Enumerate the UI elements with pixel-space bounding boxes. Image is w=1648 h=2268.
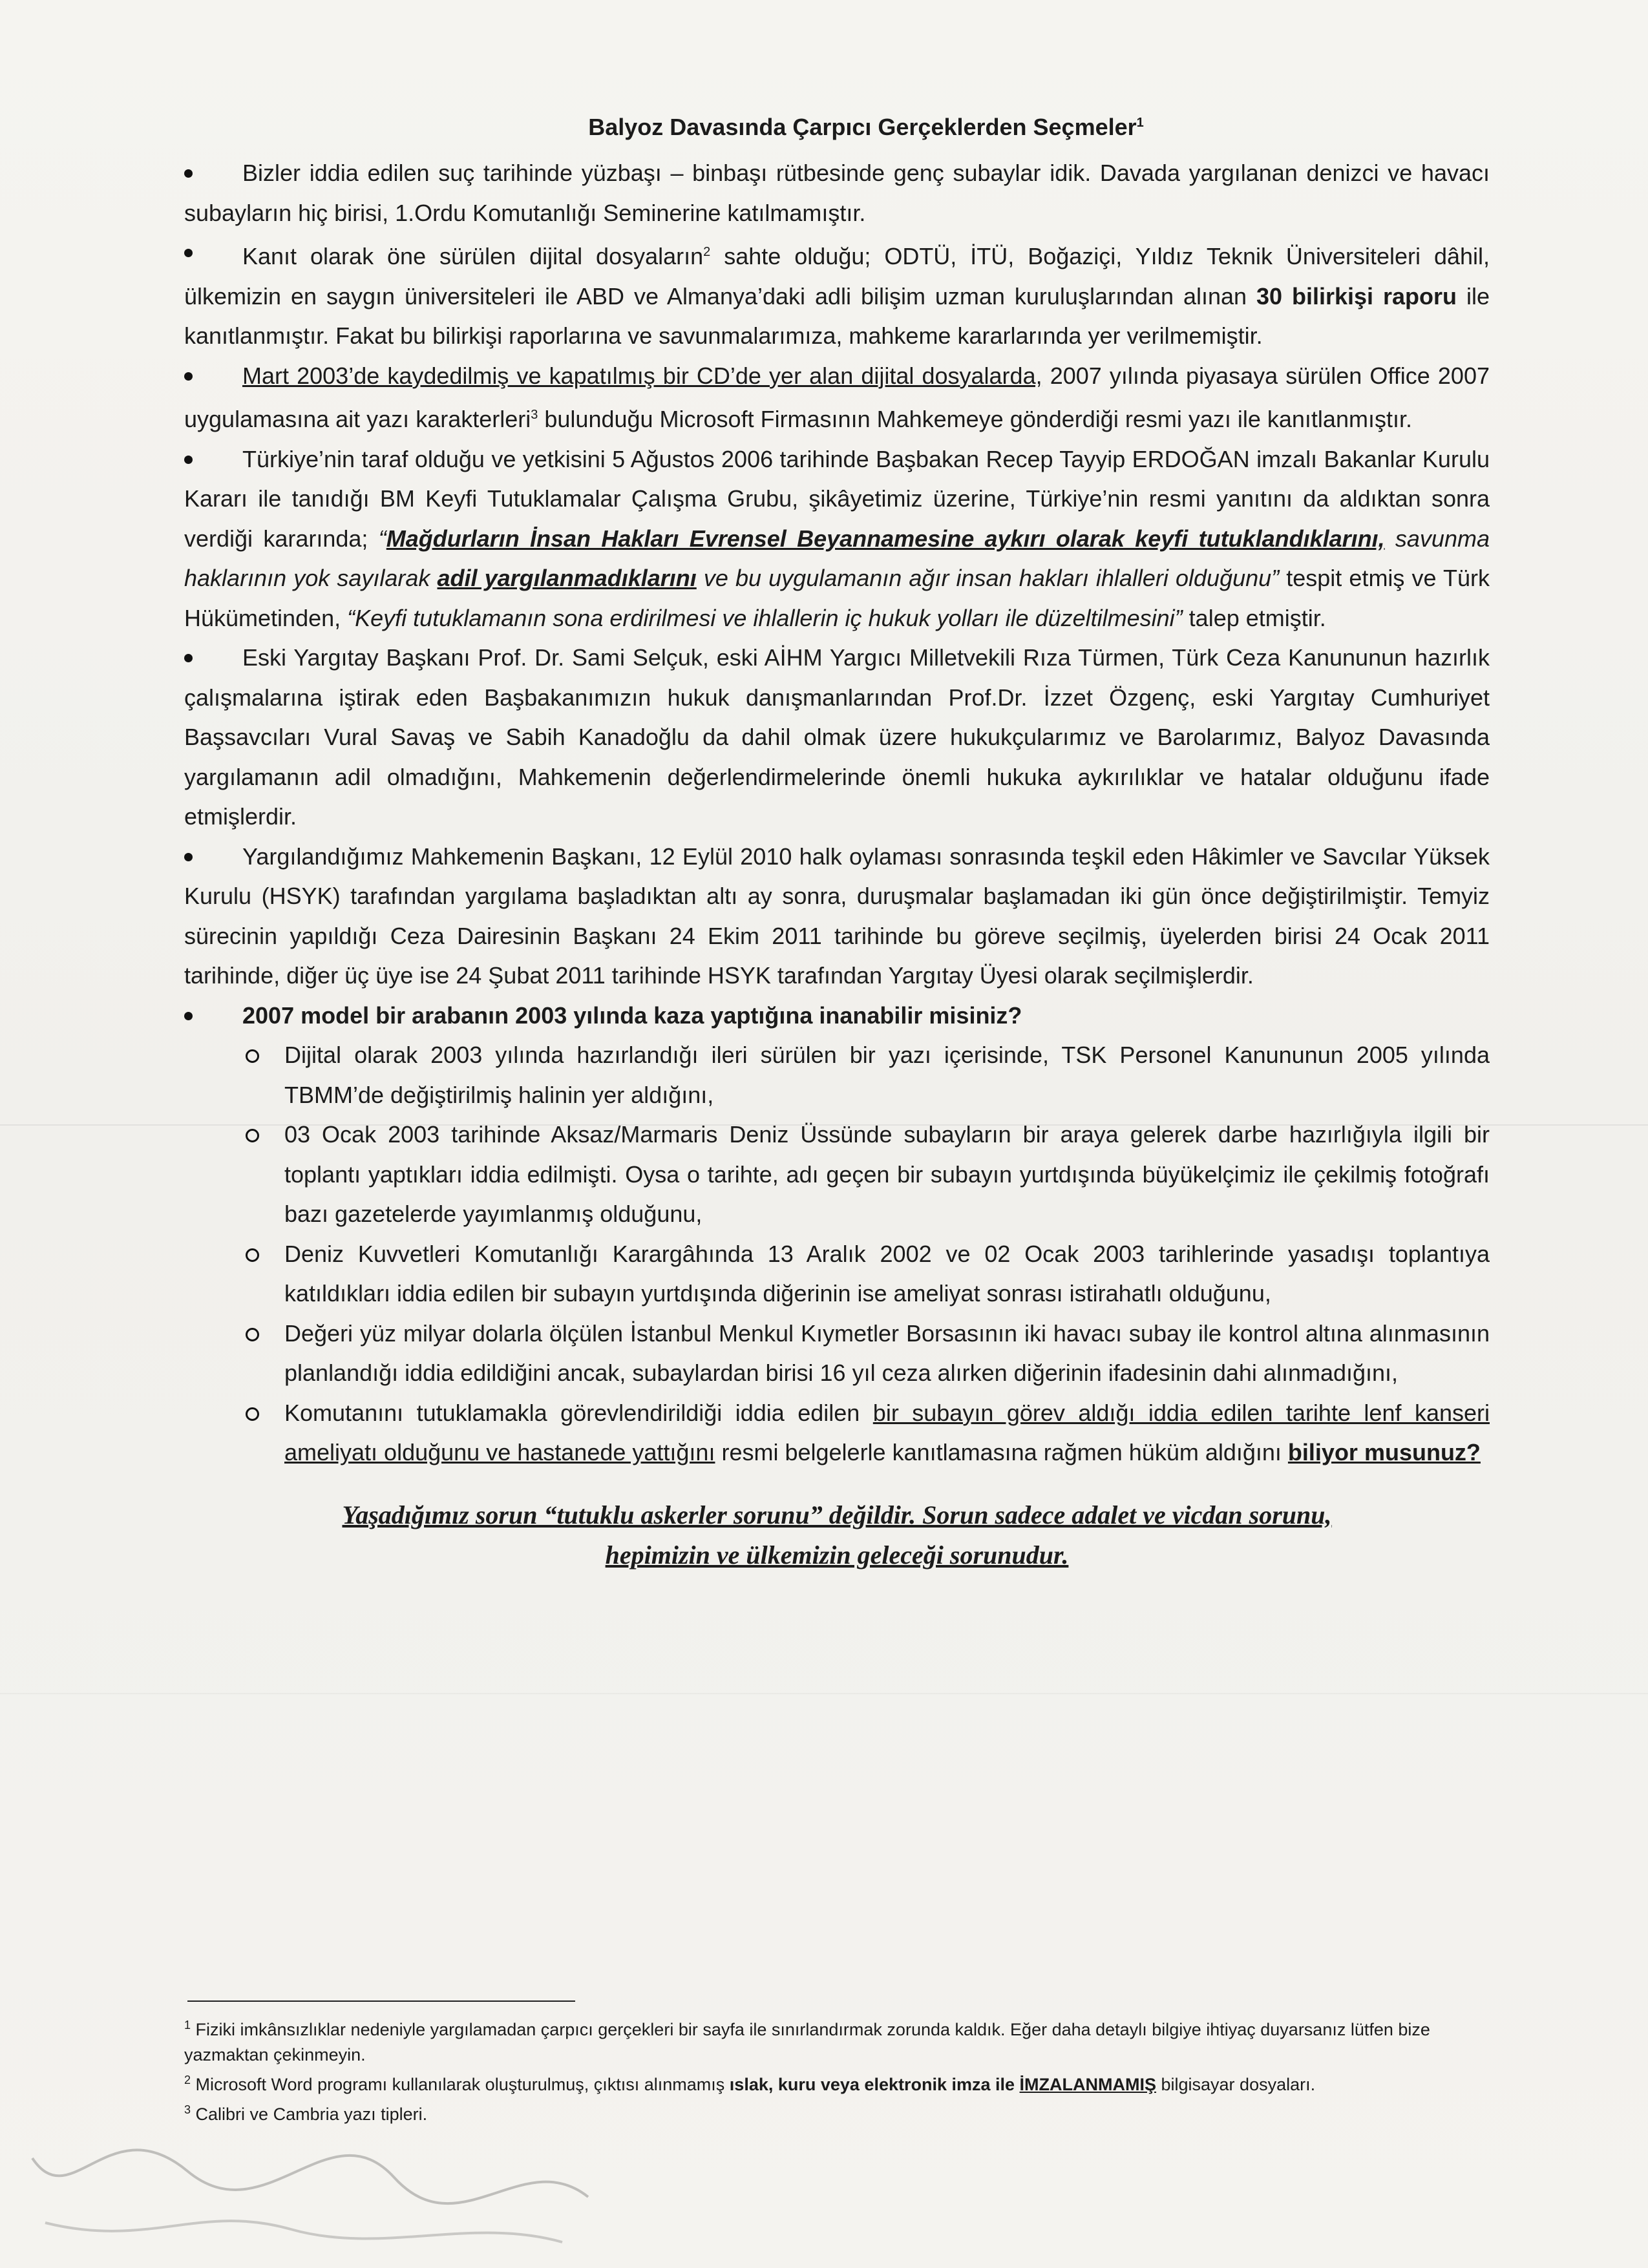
circle-bullet-icon xyxy=(246,1328,259,1341)
document-title: Balyoz Davasında Çarpıcı Gerçeklerden Seçmeler$^1$ xyxy=(588,114,1144,140)
bullet-dot-icon xyxy=(184,372,193,381)
document-body xyxy=(184,103,1490,1575)
bullet-item: 2007 model bir arabanın 2003 yılında kaza yaptığına inanabilir misiniz? xyxy=(184,996,1490,1036)
closing-line-2: hepimizin ve ülkemizin geleceği sorunudur. xyxy=(605,1540,1069,1570)
bullet-dot-icon xyxy=(184,853,193,861)
sub-item: 03 Ocak 2003 tarihinde Aksaz/Marmaris Deniz Üssünde subayların bir araya gelerek darbe hazırlığıyla ilgili bir toplantı yaptıkları iddia edilmişti. Oysa o tarihte, adı geçen bir subayın yurtdışında büyükelçimiz ile çekilmiş fotoğrafı bazı gazetelerde yayımlanmış olduğunu, xyxy=(246,1115,1490,1234)
circle-bullet-icon xyxy=(246,1248,259,1262)
bullet-dot-icon xyxy=(184,654,193,662)
circle-bullet-icon xyxy=(246,1049,259,1063)
sub-item: Dijital olarak 2003 yılında hazırlandığı ileri sürülen bir yazı içerisinde, TSK Personel Kanununun 2005 yılında TBMM’de değiştirilmiş halinin yer aldığını, xyxy=(246,1035,1490,1115)
bullet-item: Bizler iddia edilen suç tarihinde yüzbaşı – binbaşı rütbesinde genç subaylar idik. Davada yargılanan denizci ve havacı subayların hiç birisi, 1.Ordu Komutanlığı Seminerine katılmamıştır. xyxy=(184,160,1490,226)
bullet-item: Kanıt olarak öne sürülen dijital dosyaların$^2$ sahte olduğu; ODTÜ, İTÜ, Boğaziçi, Yıldız Teknik Üniversiteleri dâhil, ülkemizin en saygın üniversiteleri ile ABD ve Almanya’daki adli bilişim uzman kuruluşlarından alınan 30 bilirkişi raporu ile kanıtlanmıştır. Fakat bu bilirkişi raporlarına ve savunmalarımıza, mahkeme kararlarında yer verilmemiştir. xyxy=(184,243,1490,349)
footnote-2: $^2$ Microsoft Word programı kullanılarak oluşturulmuş, çıktısı alınmamış ıslak, kuru veya elektronik imza ile İMZALANMAMIŞ bilgisayar dosyaları. xyxy=(184,2074,1316,2094)
bleed-through-signature xyxy=(19,2119,601,2262)
bullet-dot-icon xyxy=(184,1012,193,1020)
footnote-divider xyxy=(187,2000,575,2002)
footnotes xyxy=(184,2013,1490,2127)
bullet-item: Türkiye’nin taraf olduğu ve yetkisini 5 Ağustos 2006 tarihinde Başbakan Recep Tayyip ERDOĞAN imzalı Bakanlar Kurulu Kararı ile tanıdığı BM Keyfi Tutuklamalar Çalışma Grubu, şikâyetimiz üzerine, Türkiye’nin resmi yanıtını da aldıktan sonra verdiği kararında; “Mağdurların İnsan Hakları Evrensel Beyannamesine aykırı olarak keyfi tutuklandıklarını, savunma haklarının yok sayılarak adil yargılanmadıklarını ve bu uygulamanın ağır insan hakları ihlalleri olduğunu” tespit etmiş ve Türk Hükümetinden, “Keyfi tutuklamanın sona erdirilmesi ve ihlallerin iç hukuk yolları ile düzeltilmesini” talep etmiştir. xyxy=(184,445,1490,631)
bullet-list xyxy=(184,153,1490,1035)
closing-statement xyxy=(184,1495,1490,1575)
sub-list xyxy=(184,1035,1490,1473)
sub-item: Deniz Kuvvetleri Komutanlığı Karargâhında 13 Aralık 2002 ve 02 Ocak 2003 tarihlerinde yasadışı toplantıya katıldıkları iddia edilen bir subayın yurtdışında diğerinin ise ameliyat sonrası istirahatlı olduğunu, xyxy=(246,1234,1490,1314)
bullet-item: Mart 2003’de kaydedilmiş ve kapatılmış bir CD’de yer alan dijital dosyalarda, 2007 yılında piyasaya sürülen Office 2007 uygulamasına ait yazı karakterleri$^3$ bulunduğu Microsoft Firmasının Mahkemeye gönderdiği resmi yazı ile kanıtlanmıştır. xyxy=(184,362,1490,432)
sub-item: Komutanını tutuklamakla görevlendirildiği iddia edilen bir subayın görev aldığı iddia edilen tarihte lenf kanseri ameliyatı olduğunu ve hastanede yattığını resmi belgelerle kanıtlamasına rağmen hüküm aldığını biliyor musunuz? xyxy=(246,1393,1490,1473)
sub-item: Değeri yüz milyar dolarla ölçülen İstanbul Menkul Kıymetler Borsasının iki havacı subay ile kontrol altına alınmasının planlandığı iddia edildiğini ancak, subaylardan birisi 16 yıl ceza alırken diğerinin ifadesinin dahi alınmadığını, xyxy=(246,1314,1490,1393)
footnote-1: $^1$ Fiziki imkânsızlıklar nedeniyle yargılamadan çarpıcı gerçekleri bir sayfa ile sınırlandırmak zorunda kaldık. Eğer daha detaylı bilgiye ihtiyaç duyarsanız lütfen bize yazmaktan çekinmeyin. xyxy=(184,2019,1430,2064)
footnote-3: $^3$ Calibri ve Cambria yazı tipleri. xyxy=(184,2103,428,2124)
bullet-dot-icon xyxy=(184,169,193,178)
closing-line-1: Yaşadığımız sorun “tutuklu askerler sorunu” değildir. Sorun sadece adalet ve vicdan sorunu, xyxy=(342,1500,1332,1529)
bullet-item: Yargılandığımız Mahkemenin Başkanı, 12 Eylül 2010 halk oylaması sonrasında teşkil eden Hâkimler ve Savcılar Yüksek Kurulu (HSYK) tarafından yargılama başladıktan altı ay sonra, duruşmalar başlamadan iki gün önce değiştirilmiştir. Temyiz sürecinin yapıldığı Ceza Dairesinin Başkanı 24 Ekim 2011 tarihinde bu göreve seçilmiş, üyelerden birisi 24 Ocak 2011 tarihinde, diğer üç üye ise 24 Şubat 2011 tarihinde HSYK tarafından Yargıtay Üyesi olarak seçilmişlerdir. xyxy=(184,843,1490,989)
paper-fold xyxy=(0,1693,1648,1694)
bullet-dot-icon xyxy=(184,456,193,464)
bullet-dot-icon xyxy=(184,249,193,257)
circle-bullet-icon xyxy=(246,1407,259,1421)
circle-bullet-icon xyxy=(246,1129,259,1142)
bullet-item: Eski Yargıtay Başkanı Prof. Dr. Sami Selçuk, eski AİHM Yargıcı Milletvekili Rıza Türmen, Türk Ceza Kanununun hazırlık çalışmalarına iştirak eden Başbakanımızın hukuk danışmanlarından Prof.Dr. İzzet Özgenç, eski Yargıtay Cumhuriyet Başsavcıları Vural Savaş ve Sabih Kanadoğlu da dahil olmak üzere hukukçularımız ve Barolarımız, Balyoz Davasında yargılamanın adil olmadığını, Mahkemenin değerlendirmelerinde önemli hukuka aykırılıklar ve hatalar olduğunu ifade etmişlerdir. xyxy=(184,644,1490,830)
